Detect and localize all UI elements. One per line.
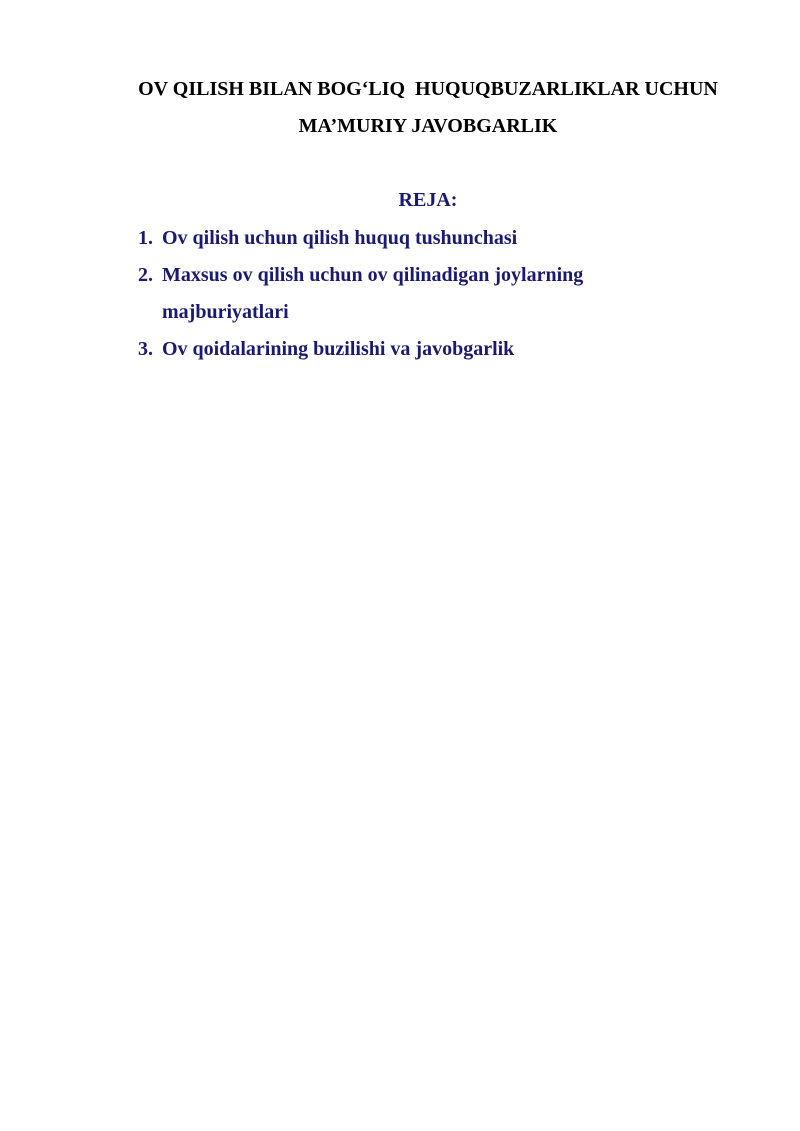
plan-item-text: Ov qoidalarining buzilishi va javobgarlik bbox=[162, 338, 515, 360]
plan-item-number: 3. bbox=[138, 338, 153, 360]
plan-item-text-line-2: majburiyatlari bbox=[162, 301, 289, 323]
plan-item-number: 2. bbox=[138, 264, 153, 286]
plan-item-text bbox=[162, 263, 682, 324]
plan-item-text: Ov qilish uchun qilish huquq tushunchasi bbox=[162, 227, 518, 249]
plan-item-2 bbox=[138, 263, 682, 324]
plan-item-text-line-1: Maxsus ov qilish uchun ov qilinadigan joylarning bbox=[162, 264, 584, 286]
plan-item-1 bbox=[138, 226, 682, 250]
plan-item-number: 1. bbox=[138, 227, 153, 249]
document-title-line-2: MA’MURIY JAVOBGARLIK bbox=[298, 115, 558, 137]
document-title-line-1: OV QILISH BILAN BOG‘LIQ HUQUQBUZARLIKLAR UCHUN bbox=[138, 78, 718, 100]
plan-heading: REJA: bbox=[398, 189, 458, 211]
plan-list bbox=[138, 226, 682, 374]
plan-item-3 bbox=[138, 337, 682, 361]
